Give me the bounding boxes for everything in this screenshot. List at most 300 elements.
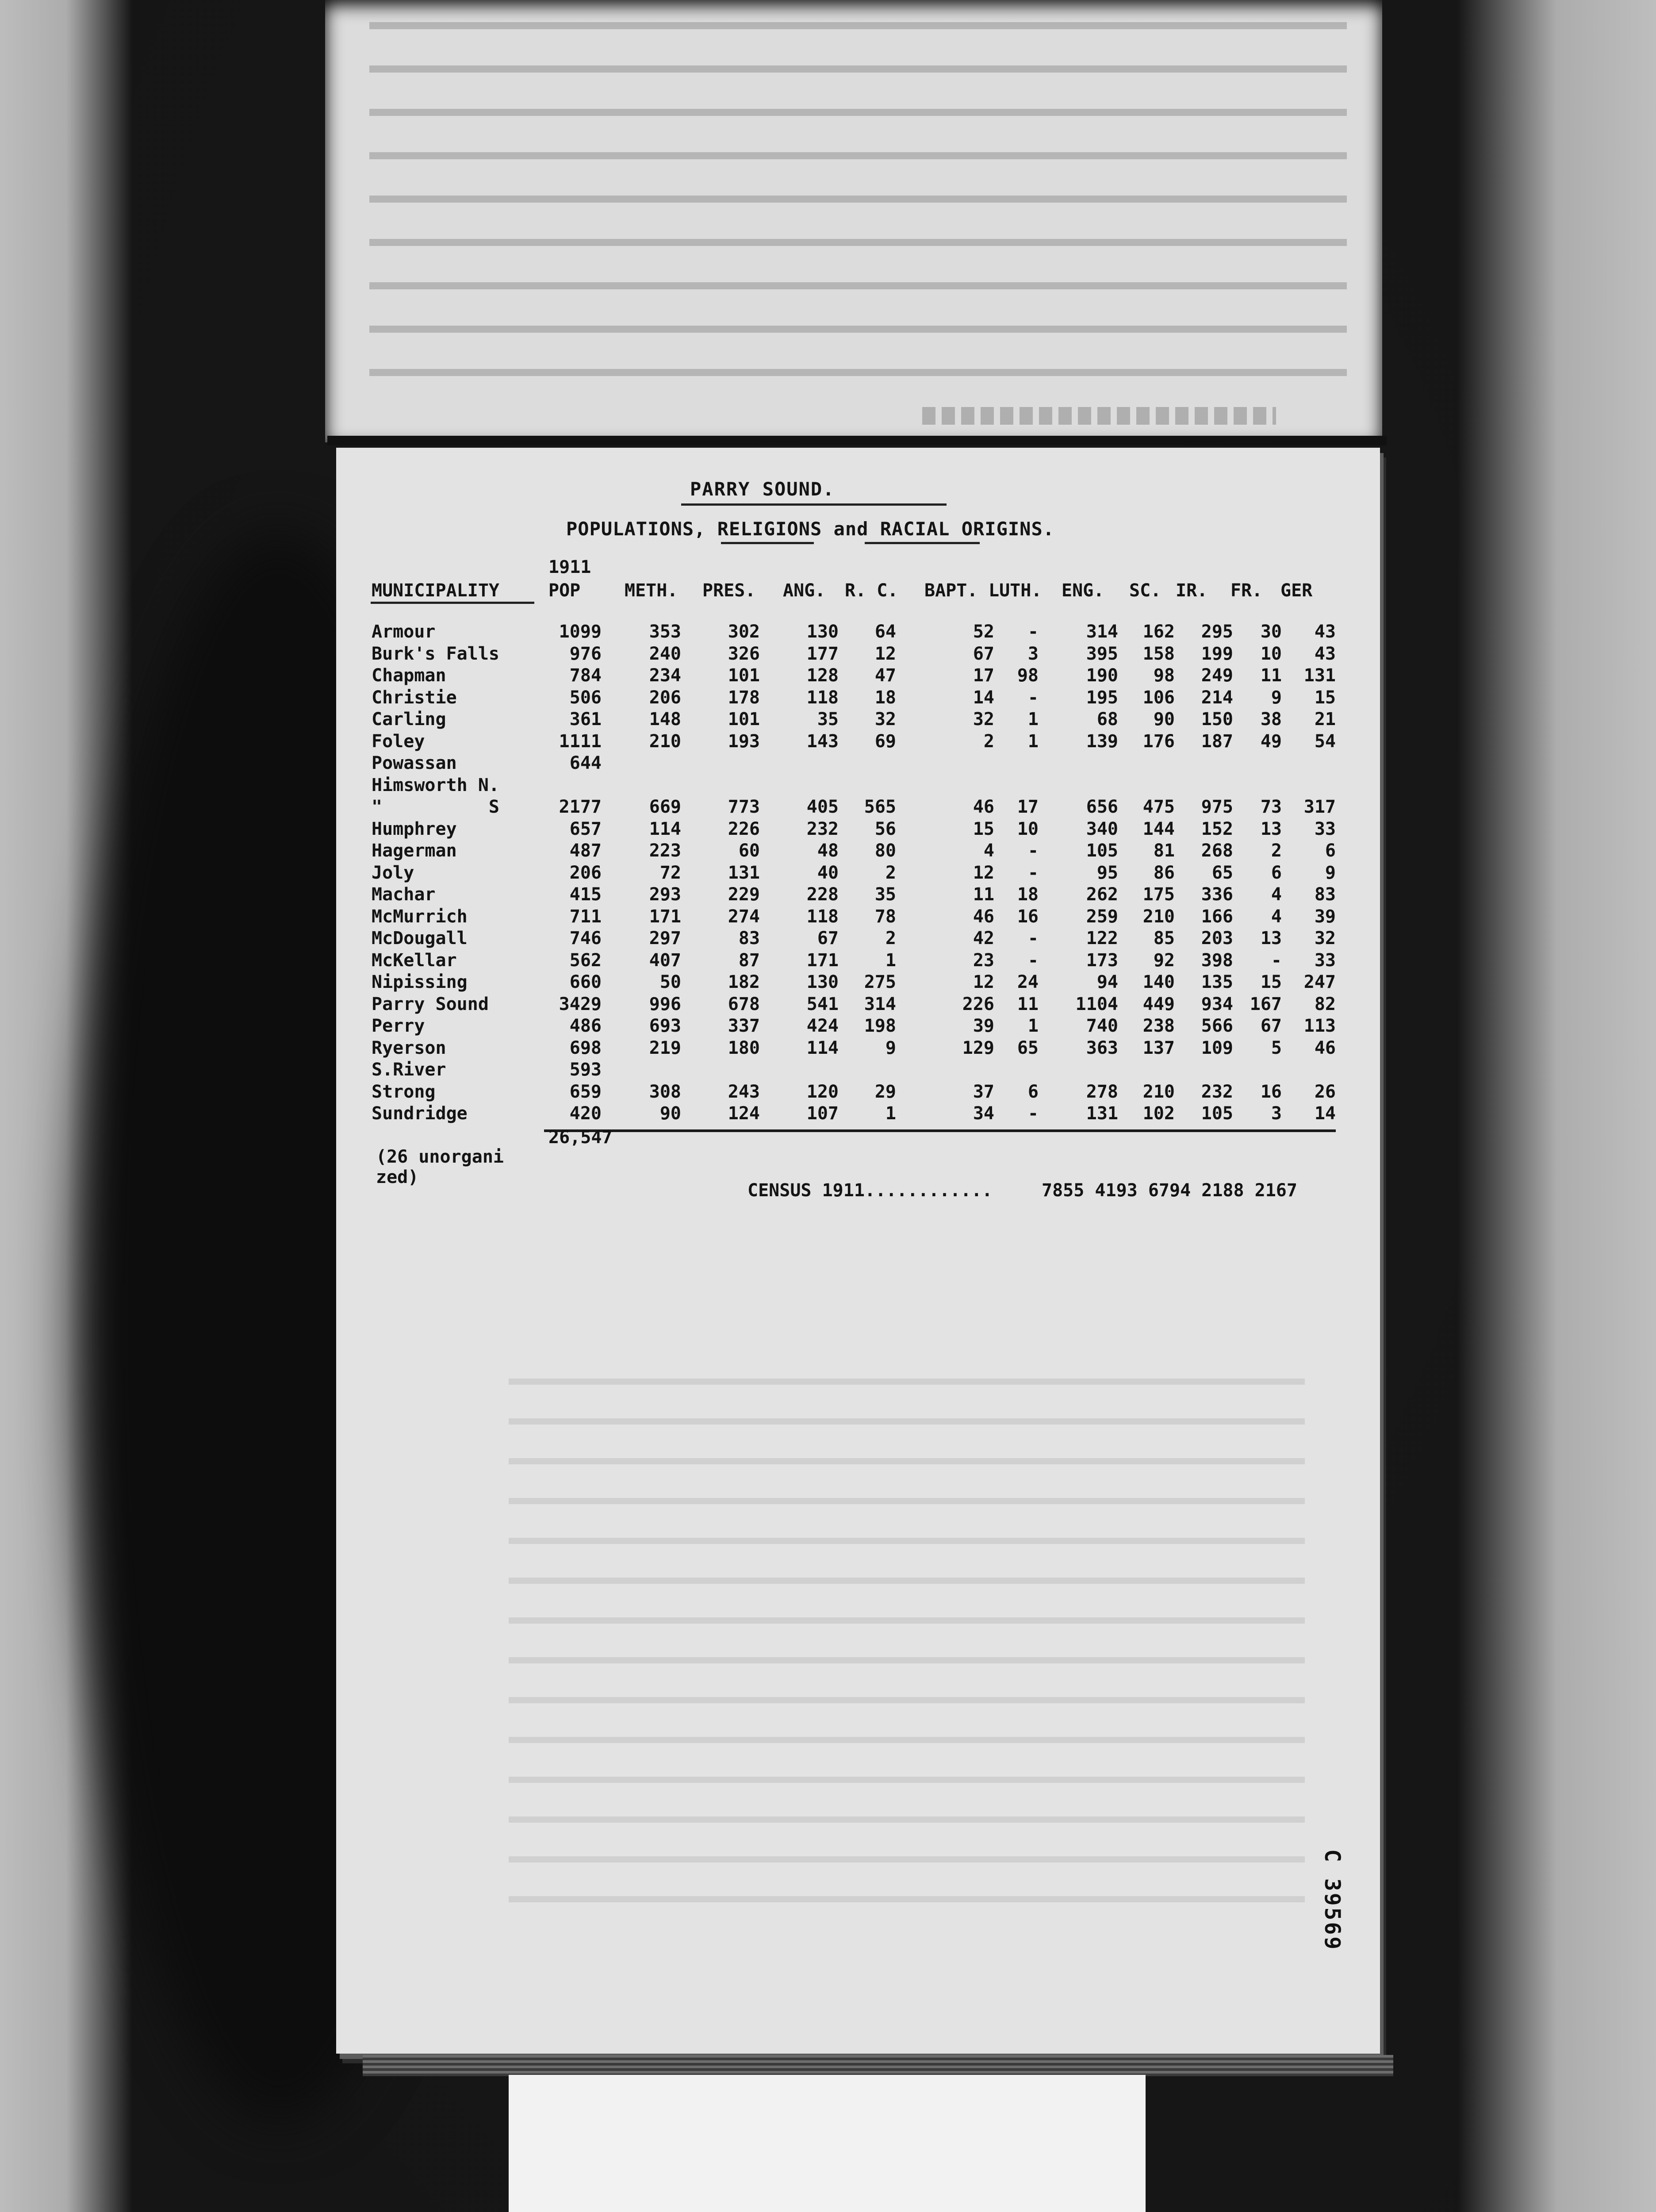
table-cell: 46 bbox=[973, 906, 994, 927]
table-cell: 16 bbox=[1017, 906, 1039, 927]
table-cell: 657 bbox=[569, 818, 602, 839]
previous-page-bleedthrough bbox=[325, 0, 1382, 442]
table-cell: 15 bbox=[1314, 687, 1336, 708]
table-cell: 6 bbox=[1027, 1081, 1039, 1102]
table-cell: 69 bbox=[874, 731, 896, 752]
table-cell bbox=[1282, 775, 1336, 797]
table-cell: 593 bbox=[569, 1060, 602, 1080]
table-cell: 247 bbox=[1303, 972, 1336, 992]
table-cell: 32 bbox=[973, 709, 994, 730]
table-cell: 486 bbox=[569, 1016, 602, 1036]
table-cell: 475 bbox=[1142, 797, 1175, 817]
table-row bbox=[372, 884, 1336, 906]
table-row bbox=[372, 687, 1336, 709]
table-cell: 2177 bbox=[559, 797, 602, 817]
table-cell: 746 bbox=[569, 928, 602, 949]
table-cell: 82 bbox=[1314, 994, 1336, 1014]
table-cell: 268 bbox=[1201, 841, 1233, 861]
table-cell: 232 bbox=[806, 818, 839, 839]
table-cell: 206 bbox=[569, 862, 602, 883]
table-cell: 784 bbox=[569, 665, 602, 686]
table-cell: 47 bbox=[874, 665, 896, 686]
municipality-name: Humphrey bbox=[372, 818, 457, 839]
table-cell: - bbox=[1027, 622, 1039, 642]
table-cell: 73 bbox=[1260, 797, 1282, 817]
table-cell: 565 bbox=[864, 797, 896, 817]
table-cell: 1111 bbox=[559, 731, 602, 752]
table-cell: 137 bbox=[1142, 1037, 1175, 1058]
table-cell: 337 bbox=[728, 1016, 760, 1036]
table-cell bbox=[1233, 775, 1282, 797]
table-cell: 67 bbox=[1260, 1016, 1282, 1036]
table-cell: 693 bbox=[649, 1016, 681, 1036]
table-cell: 259 bbox=[1086, 906, 1118, 927]
table-cell bbox=[602, 753, 681, 775]
table-row bbox=[372, 665, 1336, 687]
table-row bbox=[372, 1037, 1336, 1060]
census-totals: 7855 4193 6794 2188 2167 bbox=[1042, 1180, 1297, 1201]
table-cell: 43 bbox=[1314, 622, 1336, 642]
table-cell bbox=[681, 1059, 760, 1081]
table-cell: 98 bbox=[1017, 665, 1039, 686]
table-cell: - bbox=[1271, 950, 1282, 971]
table-cell bbox=[1118, 1059, 1175, 1081]
table-cell: 33 bbox=[1314, 950, 1336, 971]
table-cell: 144 bbox=[1142, 818, 1175, 839]
table-cell bbox=[896, 775, 994, 797]
header-ang: ANG. bbox=[783, 580, 826, 601]
table-cell: 669 bbox=[649, 797, 681, 817]
total-rule bbox=[544, 1129, 1336, 1132]
table-cell: 68 bbox=[1096, 709, 1118, 730]
table-cell: 46 bbox=[973, 797, 994, 817]
table-cell: 15 bbox=[1260, 972, 1282, 992]
header-municipality: MUNICIPALITY bbox=[372, 580, 499, 601]
table-cell: 114 bbox=[649, 818, 681, 839]
table-cell: 405 bbox=[806, 797, 839, 817]
table-cell: 46 bbox=[1314, 1037, 1336, 1058]
table-cell: 295 bbox=[1201, 622, 1233, 642]
table-cell: 3 bbox=[1271, 1103, 1282, 1124]
table-cell: - bbox=[1027, 950, 1039, 971]
table-cell bbox=[1282, 1059, 1336, 1081]
table-cell: 9 bbox=[1325, 862, 1336, 883]
table-row bbox=[372, 621, 1336, 643]
table-cell: 128 bbox=[806, 665, 839, 686]
table-row bbox=[372, 972, 1336, 994]
table-cell: 81 bbox=[1153, 841, 1175, 861]
table-cell: 158 bbox=[1142, 643, 1175, 664]
table-cell: 52 bbox=[973, 622, 994, 642]
table-cell: 12 bbox=[874, 643, 896, 664]
table-cell bbox=[602, 1059, 681, 1081]
table-cell: 67 bbox=[817, 928, 839, 949]
bleedthrough-lower bbox=[509, 1349, 1305, 1902]
municipality-name: Strong bbox=[372, 1081, 436, 1102]
table-cell: 167 bbox=[1250, 994, 1282, 1014]
table-cell: 173 bbox=[1086, 950, 1118, 971]
table-cell: 131 bbox=[1086, 1103, 1118, 1124]
table-cell: 32 bbox=[874, 709, 896, 730]
table-cell: 26 bbox=[1314, 1081, 1336, 1102]
table-cell: 317 bbox=[1303, 797, 1336, 817]
table-cell: 487 bbox=[569, 841, 602, 861]
table-cell bbox=[994, 753, 1039, 775]
table-row bbox=[372, 928, 1336, 950]
table-cell: 60 bbox=[738, 841, 760, 861]
table-row bbox=[372, 1081, 1336, 1103]
subtitle-underline-religions bbox=[721, 542, 814, 544]
table-cell: 143 bbox=[806, 731, 839, 752]
table-row bbox=[372, 862, 1336, 884]
municipality-name: McMurrich bbox=[372, 906, 468, 927]
table-cell: 1104 bbox=[1075, 994, 1118, 1014]
page-subtitle: POPULATIONS, RELIGIONS and RACIAL ORIGINS. bbox=[566, 518, 1055, 540]
table-cell: 415 bbox=[569, 884, 602, 905]
table-cell: 12 bbox=[973, 862, 994, 883]
table-cell: 113 bbox=[1303, 1016, 1336, 1036]
table-cell: 140 bbox=[1142, 972, 1175, 992]
municipality-name: Himsworth N. bbox=[372, 775, 499, 795]
table-cell: 94 bbox=[1096, 972, 1118, 992]
table-cell: 240 bbox=[649, 643, 681, 664]
table-cell: 566 bbox=[1201, 1016, 1233, 1036]
table-cell: 206 bbox=[649, 687, 681, 708]
table-cell: 171 bbox=[649, 906, 681, 927]
label-card bbox=[509, 2075, 1146, 2212]
table-cell: 302 bbox=[728, 622, 760, 642]
table-cell: 6 bbox=[1271, 862, 1282, 883]
table-cell: 353 bbox=[649, 622, 681, 642]
table-cell bbox=[1118, 753, 1175, 775]
municipality-name: Chapman bbox=[372, 665, 446, 686]
table-cell: 506 bbox=[569, 687, 602, 708]
table-cell: 275 bbox=[864, 972, 896, 992]
table-cell bbox=[1039, 753, 1118, 775]
table-cell: 223 bbox=[649, 841, 681, 861]
table-cell: 976 bbox=[569, 643, 602, 664]
municipality-name: Joly bbox=[372, 862, 414, 883]
table-cell: 314 bbox=[1086, 622, 1118, 642]
table-cell: 190 bbox=[1086, 665, 1118, 686]
header-sc: SC. bbox=[1129, 580, 1162, 601]
table-cell: 11 bbox=[1260, 665, 1282, 686]
table-row bbox=[372, 796, 1336, 818]
table-cell: 95 bbox=[1096, 862, 1118, 883]
population-table bbox=[372, 621, 1336, 1125]
table-cell: 234 bbox=[649, 665, 681, 686]
table-cell: 711 bbox=[569, 906, 602, 927]
table-cell: 130 bbox=[806, 622, 839, 642]
table-cell: 644 bbox=[569, 753, 602, 773]
table-cell: 11 bbox=[1017, 994, 1039, 1014]
table-cell: 39 bbox=[1314, 906, 1336, 927]
table-cell: 187 bbox=[1201, 731, 1233, 752]
table-cell: 101 bbox=[728, 709, 760, 730]
table-cell bbox=[1175, 1059, 1233, 1081]
table-cell: 10 bbox=[1260, 643, 1282, 664]
table-cell: 3429 bbox=[559, 994, 602, 1014]
table-cell: 226 bbox=[728, 818, 760, 839]
table-cell: 656 bbox=[1086, 797, 1118, 817]
table-cell bbox=[760, 753, 839, 775]
table-cell: 219 bbox=[649, 1037, 681, 1058]
municipality-name: Ryerson bbox=[372, 1037, 446, 1058]
table-cell: 13 bbox=[1260, 928, 1282, 949]
page-title: PARRY SOUND. bbox=[690, 478, 835, 500]
mirrored-header-ghost bbox=[922, 407, 1276, 425]
table-cell: 139 bbox=[1086, 731, 1118, 752]
table-cell: 773 bbox=[728, 797, 760, 817]
table-cell: 124 bbox=[728, 1103, 760, 1124]
table-cell bbox=[1039, 775, 1118, 797]
table-cell: 40 bbox=[817, 862, 839, 883]
table-row bbox=[372, 753, 1336, 775]
table-cell: 64 bbox=[874, 622, 896, 642]
table-cell: 395 bbox=[1086, 643, 1118, 664]
table-cell: 293 bbox=[649, 884, 681, 905]
table-cell: 198 bbox=[864, 1016, 896, 1036]
table-cell: 39 bbox=[973, 1016, 994, 1036]
table-cell: 109 bbox=[1201, 1037, 1233, 1058]
municipality-name: Parry Sound bbox=[372, 994, 489, 1014]
table-cell: 35 bbox=[874, 884, 896, 905]
table-cell: 1 bbox=[1027, 709, 1039, 730]
municipality-name: Machar bbox=[372, 884, 436, 905]
table-cell: 199 bbox=[1201, 643, 1233, 664]
table-cell: 1 bbox=[885, 1103, 896, 1124]
table-cell: 114 bbox=[806, 1037, 839, 1058]
table-cell: 10 bbox=[1017, 818, 1039, 839]
table-cell: 278 bbox=[1086, 1081, 1118, 1102]
table-cell: - bbox=[1027, 687, 1039, 708]
table-cell: 363 bbox=[1086, 1037, 1118, 1058]
table-cell: - bbox=[1027, 841, 1039, 861]
table-cell: 107 bbox=[806, 1103, 839, 1124]
page-binding-edge bbox=[327, 436, 1387, 445]
table-cell bbox=[1282, 753, 1336, 775]
table-cell: 1099 bbox=[559, 622, 602, 642]
table-cell: 90 bbox=[1153, 709, 1175, 730]
table-cell: 314 bbox=[864, 994, 896, 1014]
table-cell: 229 bbox=[728, 884, 760, 905]
table-cell: 171 bbox=[806, 950, 839, 971]
table-cell: 106 bbox=[1142, 687, 1175, 708]
table-cell: 1 bbox=[1027, 731, 1039, 752]
table-row bbox=[372, 709, 1336, 731]
table-cell: 131 bbox=[1303, 665, 1336, 686]
table-row bbox=[372, 1103, 1336, 1125]
table-cell: 87 bbox=[738, 950, 760, 971]
table-cell: 1 bbox=[885, 950, 896, 971]
table-cell: 175 bbox=[1142, 884, 1175, 905]
table-cell: - bbox=[1027, 1103, 1039, 1124]
municipality-name: Hagerman bbox=[372, 841, 457, 861]
header-meth: METH. bbox=[625, 580, 678, 601]
table-cell: 297 bbox=[649, 928, 681, 949]
mirrored-text-ghost bbox=[369, 13, 1347, 407]
table-cell: 14 bbox=[1314, 1103, 1336, 1124]
municipality-name: Sundridge bbox=[372, 1103, 468, 1124]
table-cell: 4 bbox=[1271, 884, 1282, 905]
header-rc: R. C. bbox=[845, 580, 898, 601]
table-cell: 67 bbox=[973, 643, 994, 664]
table-cell: 18 bbox=[874, 687, 896, 708]
table-cell: 131 bbox=[728, 862, 760, 883]
header-bapt: BAPT. bbox=[924, 580, 978, 601]
table-cell: 148 bbox=[649, 709, 681, 730]
table-cell: 659 bbox=[569, 1081, 602, 1102]
table-cell: 32 bbox=[1314, 928, 1336, 949]
table-cell bbox=[839, 775, 896, 797]
table-cell: 195 bbox=[1086, 687, 1118, 708]
table-cell: 101 bbox=[728, 665, 760, 686]
table-cell: 135 bbox=[1201, 972, 1233, 992]
municipality-name: S.River bbox=[372, 1060, 446, 1080]
table-cell: 975 bbox=[1201, 797, 1233, 817]
table-cell: 262 bbox=[1086, 884, 1118, 905]
table-cell: 398 bbox=[1201, 950, 1233, 971]
table-cell: 130 bbox=[806, 972, 839, 992]
table-cell: 243 bbox=[728, 1081, 760, 1102]
table-cell: 38 bbox=[1260, 709, 1282, 730]
table-cell: 178 bbox=[728, 687, 760, 708]
table-cell: 118 bbox=[806, 906, 839, 927]
table-cell: 105 bbox=[1201, 1103, 1233, 1124]
table-cell: 42 bbox=[973, 928, 994, 949]
census-label: CENSUS 1911............ bbox=[748, 1180, 993, 1201]
table-cell bbox=[1118, 775, 1175, 797]
table-cell: 48 bbox=[817, 841, 839, 861]
table-row bbox=[372, 906, 1336, 928]
table-cell: 14 bbox=[973, 687, 994, 708]
table-cell: 35 bbox=[817, 709, 839, 730]
table-row bbox=[372, 950, 1336, 972]
table-cell: 308 bbox=[649, 1081, 681, 1102]
table-cell: 420 bbox=[569, 1103, 602, 1124]
table-cell: 210 bbox=[649, 731, 681, 752]
table-cell: 72 bbox=[659, 862, 681, 883]
table-cell: 336 bbox=[1201, 884, 1233, 905]
table-cell: 6 bbox=[1325, 841, 1336, 861]
table-cell: 12 bbox=[973, 972, 994, 992]
table-cell: 54 bbox=[1314, 731, 1336, 752]
table-row bbox=[372, 643, 1336, 665]
table-cell: - bbox=[1027, 928, 1039, 949]
municipality-name: Foley bbox=[372, 731, 425, 752]
table-cell: 85 bbox=[1153, 928, 1175, 949]
table-cell bbox=[548, 775, 602, 797]
table-cell: 33 bbox=[1314, 818, 1336, 839]
table-cell: 214 bbox=[1201, 687, 1233, 708]
table-cell: 17 bbox=[973, 665, 994, 686]
table-cell bbox=[760, 1059, 839, 1081]
table-cell: 4 bbox=[1271, 906, 1282, 927]
table-cell: 92 bbox=[1153, 950, 1175, 971]
table-cell: 238 bbox=[1142, 1016, 1175, 1036]
table-cell: 326 bbox=[728, 643, 760, 664]
table-cell: 193 bbox=[728, 731, 760, 752]
table-cell: 18 bbox=[1017, 884, 1039, 905]
table-cell: 361 bbox=[569, 709, 602, 730]
table-cell bbox=[994, 775, 1039, 797]
table-cell: 698 bbox=[569, 1037, 602, 1058]
table-cell: 122 bbox=[1086, 928, 1118, 949]
table-cell: 78 bbox=[874, 906, 896, 927]
municipality-name: McDougall bbox=[372, 928, 468, 949]
table-cell: 541 bbox=[806, 994, 839, 1014]
table-cell bbox=[839, 1059, 896, 1081]
table-cell: 15 bbox=[973, 818, 994, 839]
table-row bbox=[372, 1059, 1336, 1081]
table-cell: 740 bbox=[1086, 1016, 1118, 1036]
header-ger: GER bbox=[1280, 580, 1313, 601]
table-cell: 37 bbox=[973, 1081, 994, 1102]
table-cell: 29 bbox=[874, 1081, 896, 1102]
archive-stamp-number: C 39569 bbox=[1320, 1849, 1345, 1951]
municipality-name: Armour bbox=[372, 622, 436, 642]
municipality-name: Carling bbox=[372, 709, 446, 730]
table-cell: 562 bbox=[569, 950, 602, 971]
table-cell bbox=[1039, 1059, 1118, 1081]
table-cell: 152 bbox=[1201, 818, 1233, 839]
page-stack-edge bbox=[363, 2055, 1393, 2076]
table-cell: 210 bbox=[1142, 906, 1175, 927]
table-cell: 98 bbox=[1153, 665, 1175, 686]
table-cell bbox=[1175, 753, 1233, 775]
municipality-name: Perry bbox=[372, 1016, 425, 1036]
unorganized-note: (26 unorgani zed) bbox=[376, 1147, 504, 1187]
table-cell: 1 bbox=[1027, 1016, 1039, 1036]
table-cell: 162 bbox=[1142, 622, 1175, 642]
table-cell bbox=[839, 753, 896, 775]
header-eng: ENG. bbox=[1062, 580, 1104, 601]
table-cell: 24 bbox=[1017, 972, 1039, 992]
table-cell: 11 bbox=[973, 884, 994, 905]
municipality-underline bbox=[371, 602, 534, 604]
municipality-name: Burk's Falls bbox=[372, 643, 499, 664]
table-row bbox=[372, 818, 1336, 841]
table-cell: 150 bbox=[1201, 709, 1233, 730]
table-cell: 176 bbox=[1142, 731, 1175, 752]
table-cell: 996 bbox=[649, 994, 681, 1014]
table-cell bbox=[1233, 753, 1282, 775]
table-cell: 43 bbox=[1314, 643, 1336, 664]
municipality-name: Powassan bbox=[372, 753, 457, 773]
table-cell: 226 bbox=[962, 994, 994, 1014]
table-row bbox=[372, 1015, 1336, 1037]
table-cell: 65 bbox=[1017, 1037, 1039, 1058]
table-cell: 80 bbox=[874, 841, 896, 861]
table-cell: 34 bbox=[973, 1103, 994, 1124]
table-cell: 3 bbox=[1027, 643, 1039, 664]
table-cell: 166 bbox=[1201, 906, 1233, 927]
table-cell bbox=[681, 775, 760, 797]
table-row bbox=[372, 994, 1336, 1016]
table-cell: 203 bbox=[1201, 928, 1233, 949]
table-cell: 274 bbox=[728, 906, 760, 927]
subtitle-underline-racial bbox=[865, 542, 980, 544]
table-cell: 102 bbox=[1142, 1103, 1175, 1124]
table-cell: 13 bbox=[1260, 818, 1282, 839]
municipality-name: Christie bbox=[372, 687, 457, 708]
table-cell: 17 bbox=[1017, 797, 1039, 817]
header-luth: LUTH. bbox=[989, 580, 1042, 601]
table-cell: 2 bbox=[983, 731, 994, 752]
table-cell: 934 bbox=[1201, 994, 1233, 1014]
table-cell: 678 bbox=[728, 994, 760, 1014]
table-cell: 86 bbox=[1153, 862, 1175, 883]
